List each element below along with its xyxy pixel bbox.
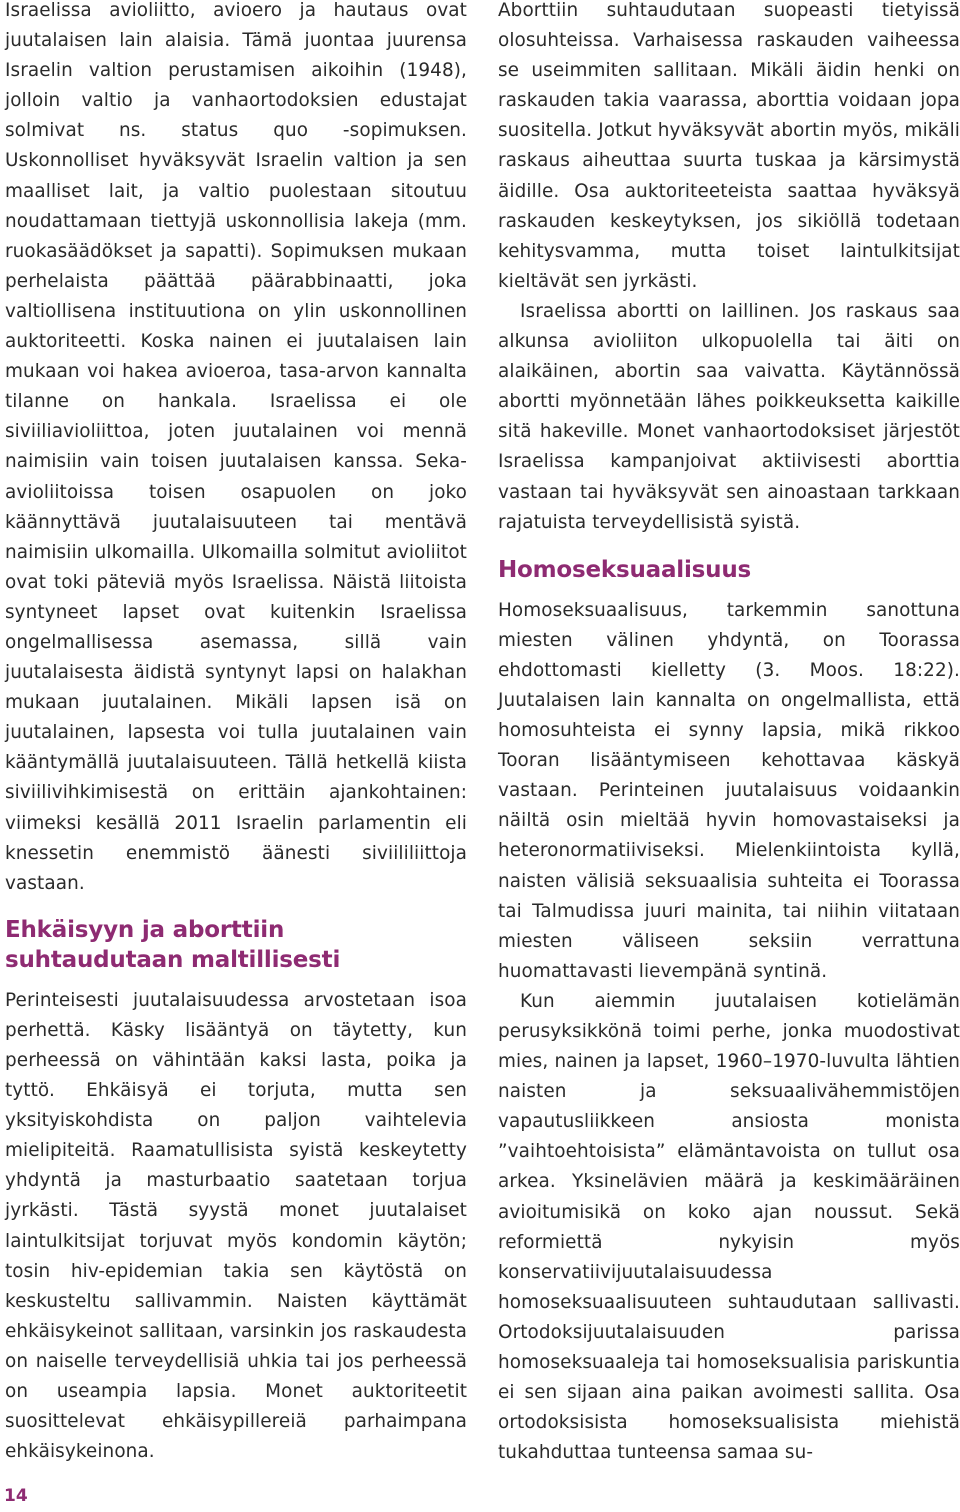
body-paragraph: Israelissa avioliitto, avioero ja hautaus ovat juutalaisen lain alaisia. Tämä juontaa juurensa Israelin valtion perustamisen aikoihin (1948), jolloin valtio ja vanhaortodoksien edustajat solmivat ns. status quo -sopimuksen. Uskonnolliset hyväksyvät Israelin valtion ja sen maalliset lait, ja valtio puolestaan sitoutuu noudattamaan tiettyjä uskonnollisia lakeja (mm. ruokasäädökset ja sapatti). Sopimuksen mukaan perhelaista päättää päärabbinaatti, joka valtiollisena instituutiona on ylin uskonnollinen auktoriteetti. Koska nainen ei juutalaisen lain mukaan voi hakea avioeroa, tasa-arvon kannalta tilanne on hankala. Israelissa ei ole siviiliavioliittoa, joten juutalainen voi mennä naimisiin vain toisen juutalaisen kanssa. Seka-avioliitoissa toisen osapuolen on joko käännyttävä juutalaisuuteen tai mentävä naimisiin ulkomailla. Ulkomailla solmitut avioliitot ovat toki päteviä myös Israelissa. Näistä liitoista syntyneet lapset ovat kuitenkin Israelissa ongelmallisessa asemassa, sillä vain juutalaisesta äidistä syntynyt lapsi on halakhan mukaan juutalainen. Mikäli lapsen isä on juutalainen, lapsesta voi tulla juutalainen vain kääntymällä juutalaisuuteen. Tällä hetkellä kiista siviilivihkimisestä on erittäin ajankohtainen: viimeksi kesällä 2011 Israelin parlamentin eli knessetin enemmistö äänesti siviililiittoja vastaan. <box>5 0 467 894</box>
section-heading-contraception: Ehkäisyyn ja aborttiin suhtaudutaan maltillisesti <box>5 916 341 973</box>
left-column <box>5 0 467 1467</box>
body-paragraph: Israelissa abortti on laillinen. Jos raskaus saa alkunsa avioliiton ulkopuolella tai äiti on alaikäinen, abortin saa vaivatta. Käytännössä abortti myönnetään lähes poikkeuksetta kaikille sitä hakeville. Monet vanhaortodoksiset järjestöt Israelissa kampanjoivat aktiivisesti aborttia vastaan tai hyväksyvät sen ainoastaan tarkkaan rajatuista terveydellisistä syistä. <box>498 300 960 533</box>
body-paragraph: Aborttiin suhtaudutaan suopeasti tietyissä olosuhteissa. Varhaisessa raskauden vaiheessa se useimmiten sallitaan. Mikäli äidin henki on raskauden takia vaarassa, aborttia voidaan jopa suositella. Jotkut hyväksyvät abortin myös, mikäli raskaus aiheuttaa suurta tuskaa ja kärsimystä äidille. Osa auktoriteeteista saattaa hyväksyä raskauden keskeytyksen, jos sikiöllä todetaan kehitysvamma, mutta toiset laintulkitsijat kieltävät sen jyrkästi. <box>498 0 960 292</box>
body-paragraph: Homoseksuaalisuus, tarkemmin sanottuna miesten välinen yhdyntä, on Toorassa ehdottomasti kielletty (3. Moos. 18:22). Juutalaisen lain kannalta on ongelmallista, että homosuhteista ei synny lapsia, mikä rikkoo Tooran lisääntymiseen kehottavaa käskyä vastaan. Perinteinen juutalaisuus voidaankin näiltä osin mieltää hyvin homovastaiseksi ja heteronormatiiviseksi. Mielenkiintoista kyllä, naisten välisiä seksuaalisia suhteita ei Toorassa tai Talmudissa juuri mainita, tai niihin viitataan miesten väliseen seksiin verrattuna huomattavasti lievempänä syntinä. <box>498 599 960 982</box>
body-paragraph: Perinteisesti juutalaisuudessa arvostetaan isoa perhettä. Käsky lisääntyä on täytetty, kun perheessä on vähintään kaksi lasta, poika ja tyttö. Ehkäisyä ei torjuta, mutta sen yksityiskohdista on paljon vaihtelevia mielipiteitä. Raamatullisista syistä keskeytetty yhdyntä ja masturbaatio saatetaan torjua jyrkästi. Tästä syystä monet juutalaiset laintulkitsijat torjuvat myös kondomin käytön; tosin hiv-epidemian takia sen käytöstä on keskusteltu sallivammin. Naisten käyttämät ehkäisykeinot sallitaan, varsinkin jos raskaudesta on naiselle terveydellisiä uhkia tai jos perheessä on useampia lapsia. Monet auktoriteetit suosittelevat ehkäisypillereiä parhaimpana ehkäisykeinona. <box>5 989 467 1463</box>
right-column <box>498 0 960 1468</box>
body-paragraph: Kun aiemmin juutalaisen kotielämän perusyksikkönä toimi perhe, jonka muodostivat mies, nainen ja lapset, 1960–1970-luvulta lähtien naisten ja seksuaalivähemmistöjen vapautusliikkeen ansiosta monista ”vaihtoehtoisista” elämäntavoista on tullut osa arkea. Yksinelävien määrä ja keskimääräinen avioitumisikä on koko ajan noussut. Sekä reformiettä nykyisin myös konservatiivijuutalaisuudessa homoseksuaalisuuteen suhtaudutaan sallivasti. Ortodoksijuutalaisuuden parissa homoseksuaaleja tai homoseksualisia pariskuntia ei sen sijaan aina paikan avoimesti sallita. Osa ortodoksisista homoseksualisista miehistä tukahduttaa tunteensa samaa su- <box>498 990 960 1464</box>
section-heading-homosexuality: Homoseksuaalisuus <box>498 556 752 583</box>
page-number: 14 <box>4 1486 28 1506</box>
